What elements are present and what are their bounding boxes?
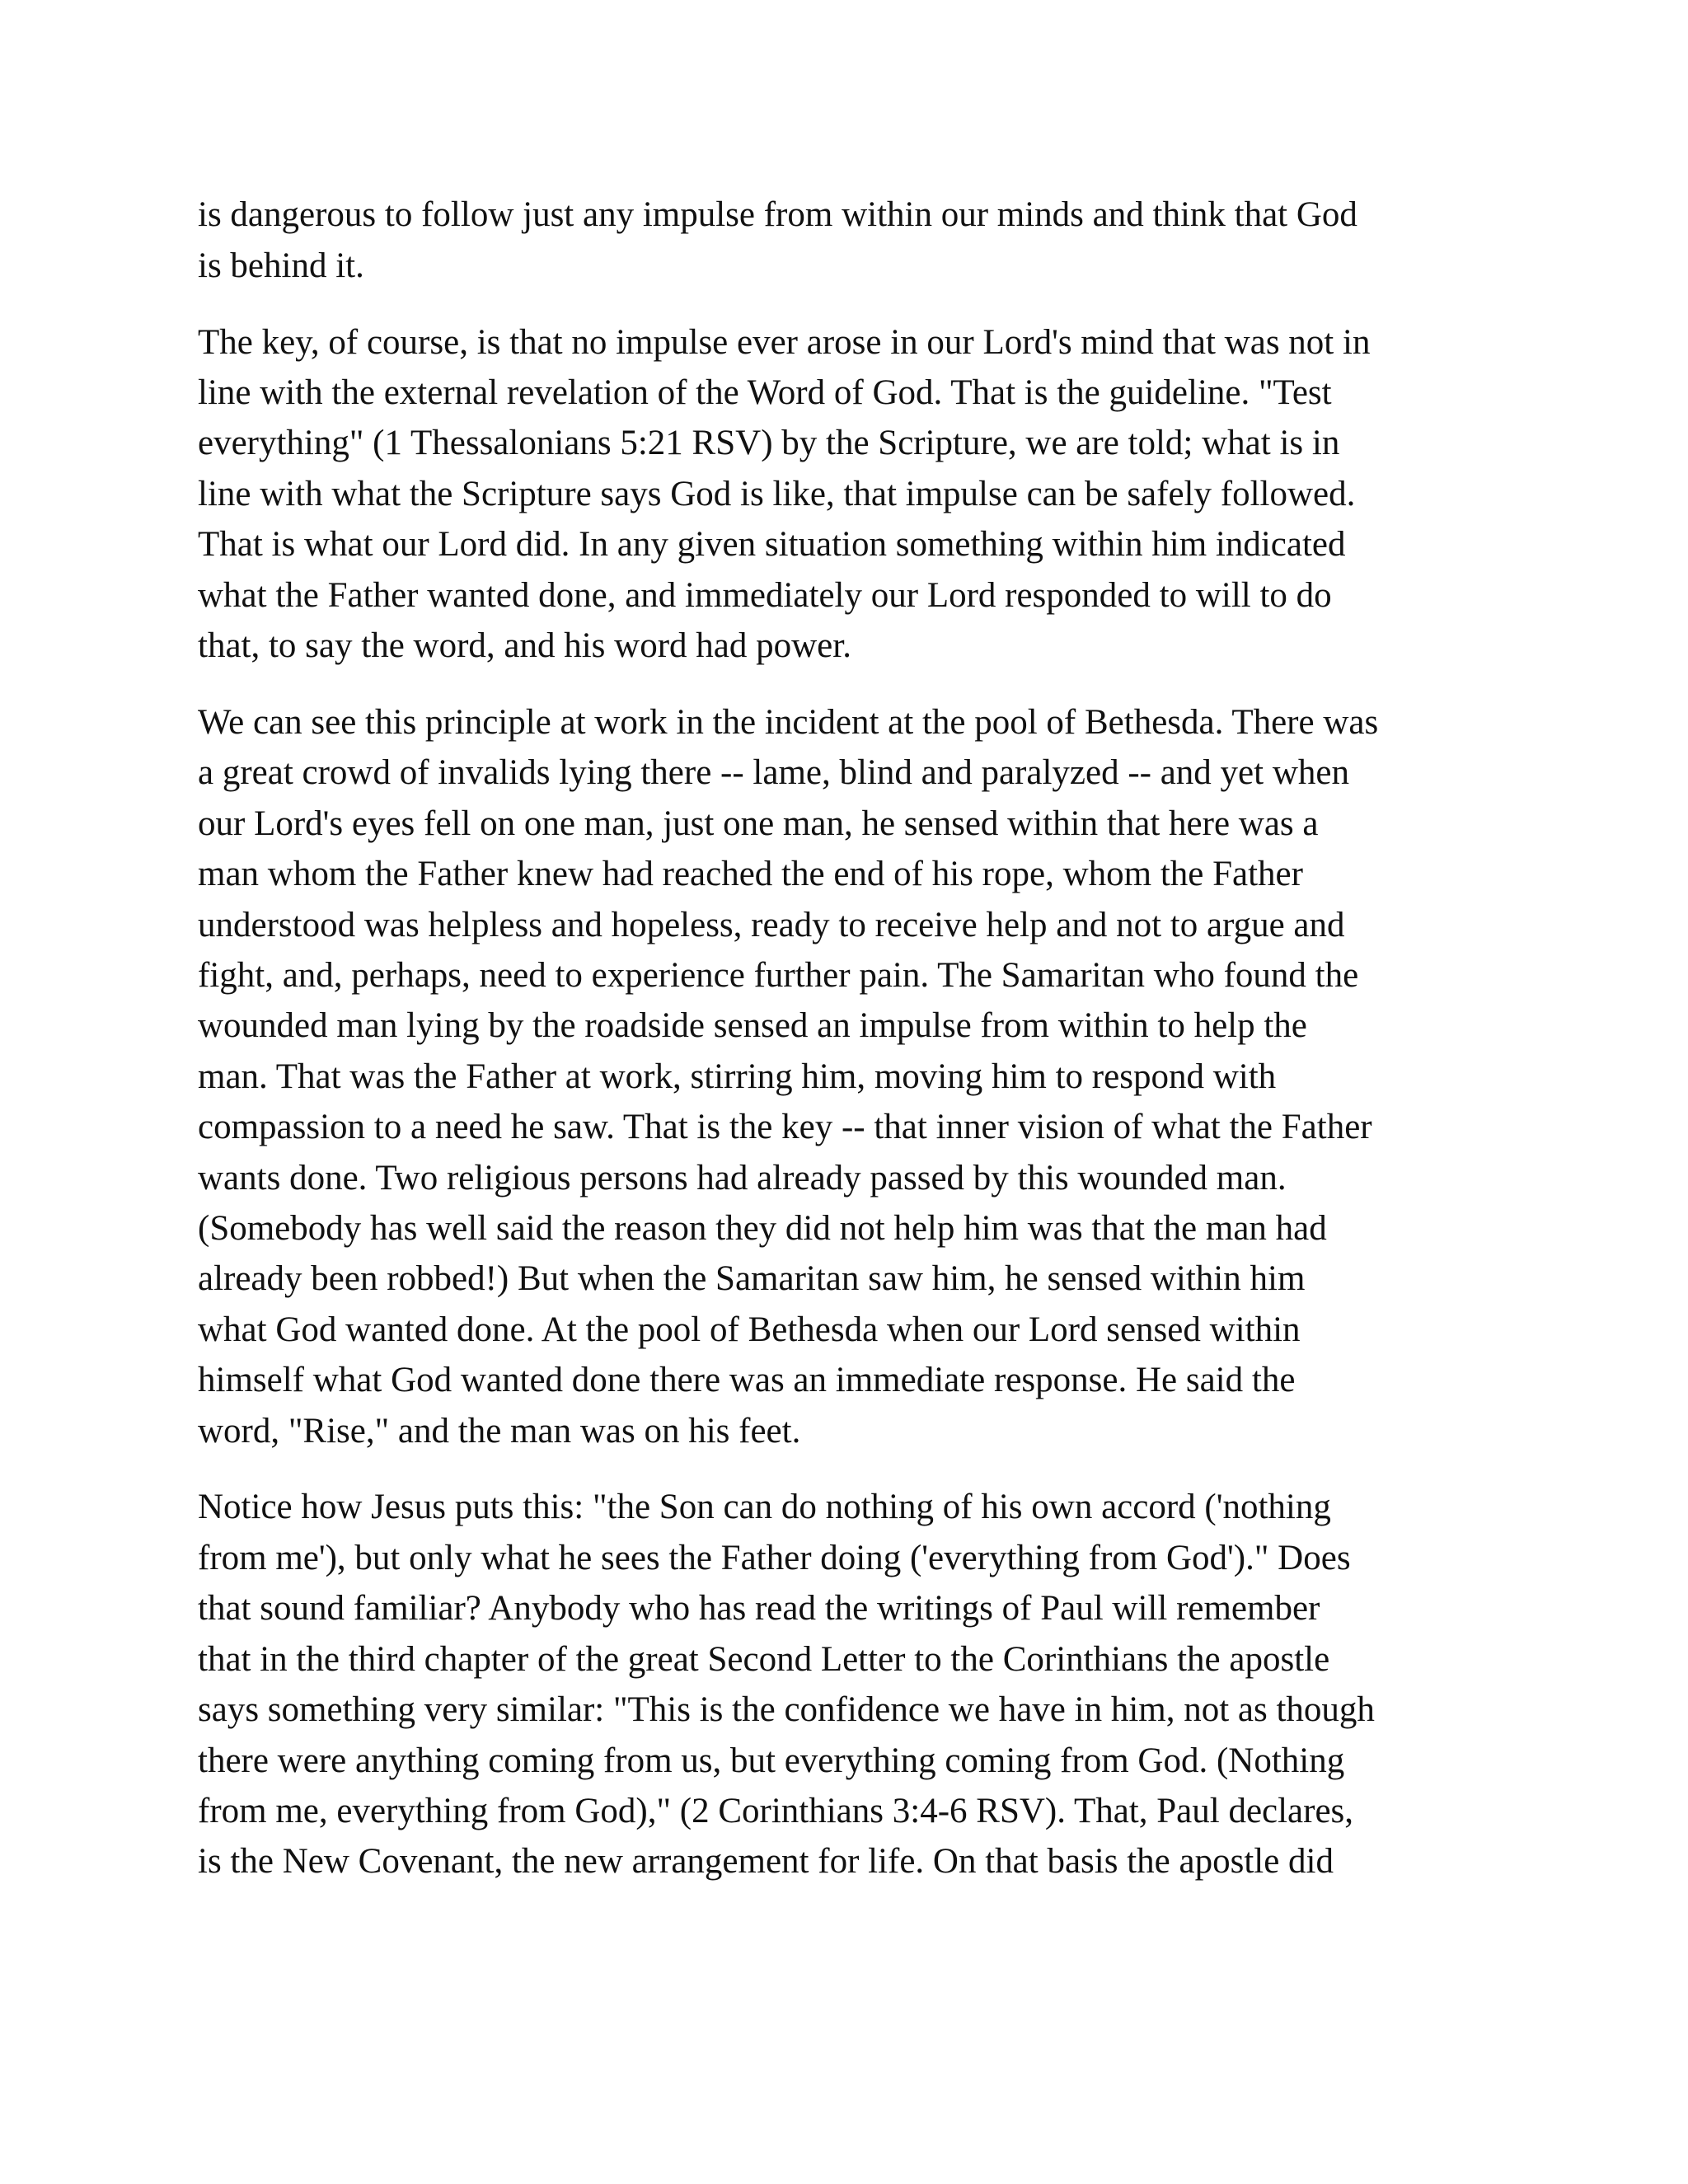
text-line: is behind it. (198, 246, 364, 285)
text-line: from me'), but only what he sees the Father doing ('everything from God')." Does (198, 1539, 1351, 1577)
text-line: a great crowd of invalids lying there -- lame, blind and paralyzed -- and yet when (198, 753, 1349, 792)
text-line: what God wanted done. At the pool of Bethesda when our Lord sensed within (198, 1310, 1301, 1349)
text-line: We can see this principle at work in the incident at the pool of Bethesda. There was (198, 703, 1379, 742)
text-line: The key, of course, is that no impulse ever arose in our Lord's mind that was not in (198, 323, 1371, 362)
text-line: our Lord's eyes fell on one man, just one man, he sensed within that here was a (198, 804, 1319, 843)
text-line: from me, everything from God)," (2 Corinthians 3:4-6 RSV). That, Paul declares, (198, 1792, 1354, 1830)
text-line: is the New Covenant, the new arrangement for life. On that basis the apostle did (198, 1842, 1334, 1881)
text-line: everything" (1 Thessalonians 5:21 RSV) by the Scripture, we are told; what is in (198, 424, 1340, 462)
text-line: what the Father wanted done, and immediately our Lord responded to will to do (198, 576, 1332, 615)
text-line: man whom the Father knew had reached the end of his rope, whom the Father (198, 855, 1303, 893)
text-line: fight, and, perhaps, need to experience further pain. The Samaritan who found the (198, 956, 1359, 995)
text-line: that, to say the word, and his word had power. (198, 626, 851, 665)
text-line: line with the external revelation of the Word of God. That is the guideline. "Test (198, 373, 1332, 412)
text-line: man. That was the Father at work, stirring him, moving him to respond with (198, 1057, 1277, 1096)
text-line: that in the third chapter of the great Second Letter to the Corinthians the apostle (198, 1640, 1330, 1679)
text-line: (Somebody has well said the reason they did not help him was that the man had (198, 1209, 1327, 1248)
text-line: already been robbed!) But when the Samaritan saw him, he sensed within him (198, 1259, 1306, 1298)
text-line: that sound familiar? Anybody who has read the writings of Paul will remember (198, 1589, 1320, 1628)
text-line: That is what our Lord did. In any given situation something within him indicated (198, 525, 1346, 564)
text-line: says something very similar: "This is the confidence we have in him, not as though (198, 1690, 1375, 1729)
text-line: wounded man lying by the roadside sensed an impulse from within to help the (198, 1006, 1307, 1045)
text-line: compassion to a need he saw. That is the key -- that inner vision of what the Father (198, 1108, 1372, 1146)
text-line: Notice how Jesus puts this: "the Son can do nothing of his own accord ('nothing (198, 1488, 1331, 1526)
text-line: himself what God wanted done there was an immediate response. He said the (198, 1361, 1296, 1399)
text-line: word, "Rise," and the man was on his feet. (198, 1412, 801, 1451)
text-line: wants done. Two religious persons had already passed by this wounded man. (198, 1159, 1287, 1197)
text-line: is dangerous to follow just any impulse from within our minds and think that God (198, 195, 1357, 234)
text-line: line with what the Scripture says God is like, that impulse can be safely followed. (198, 475, 1356, 513)
text-line: there were anything coming from us, but everything coming from God. (Nothing (198, 1741, 1345, 1780)
text-line: understood was helpless and hopeless, ready to receive help and not to argue and (198, 906, 1345, 944)
